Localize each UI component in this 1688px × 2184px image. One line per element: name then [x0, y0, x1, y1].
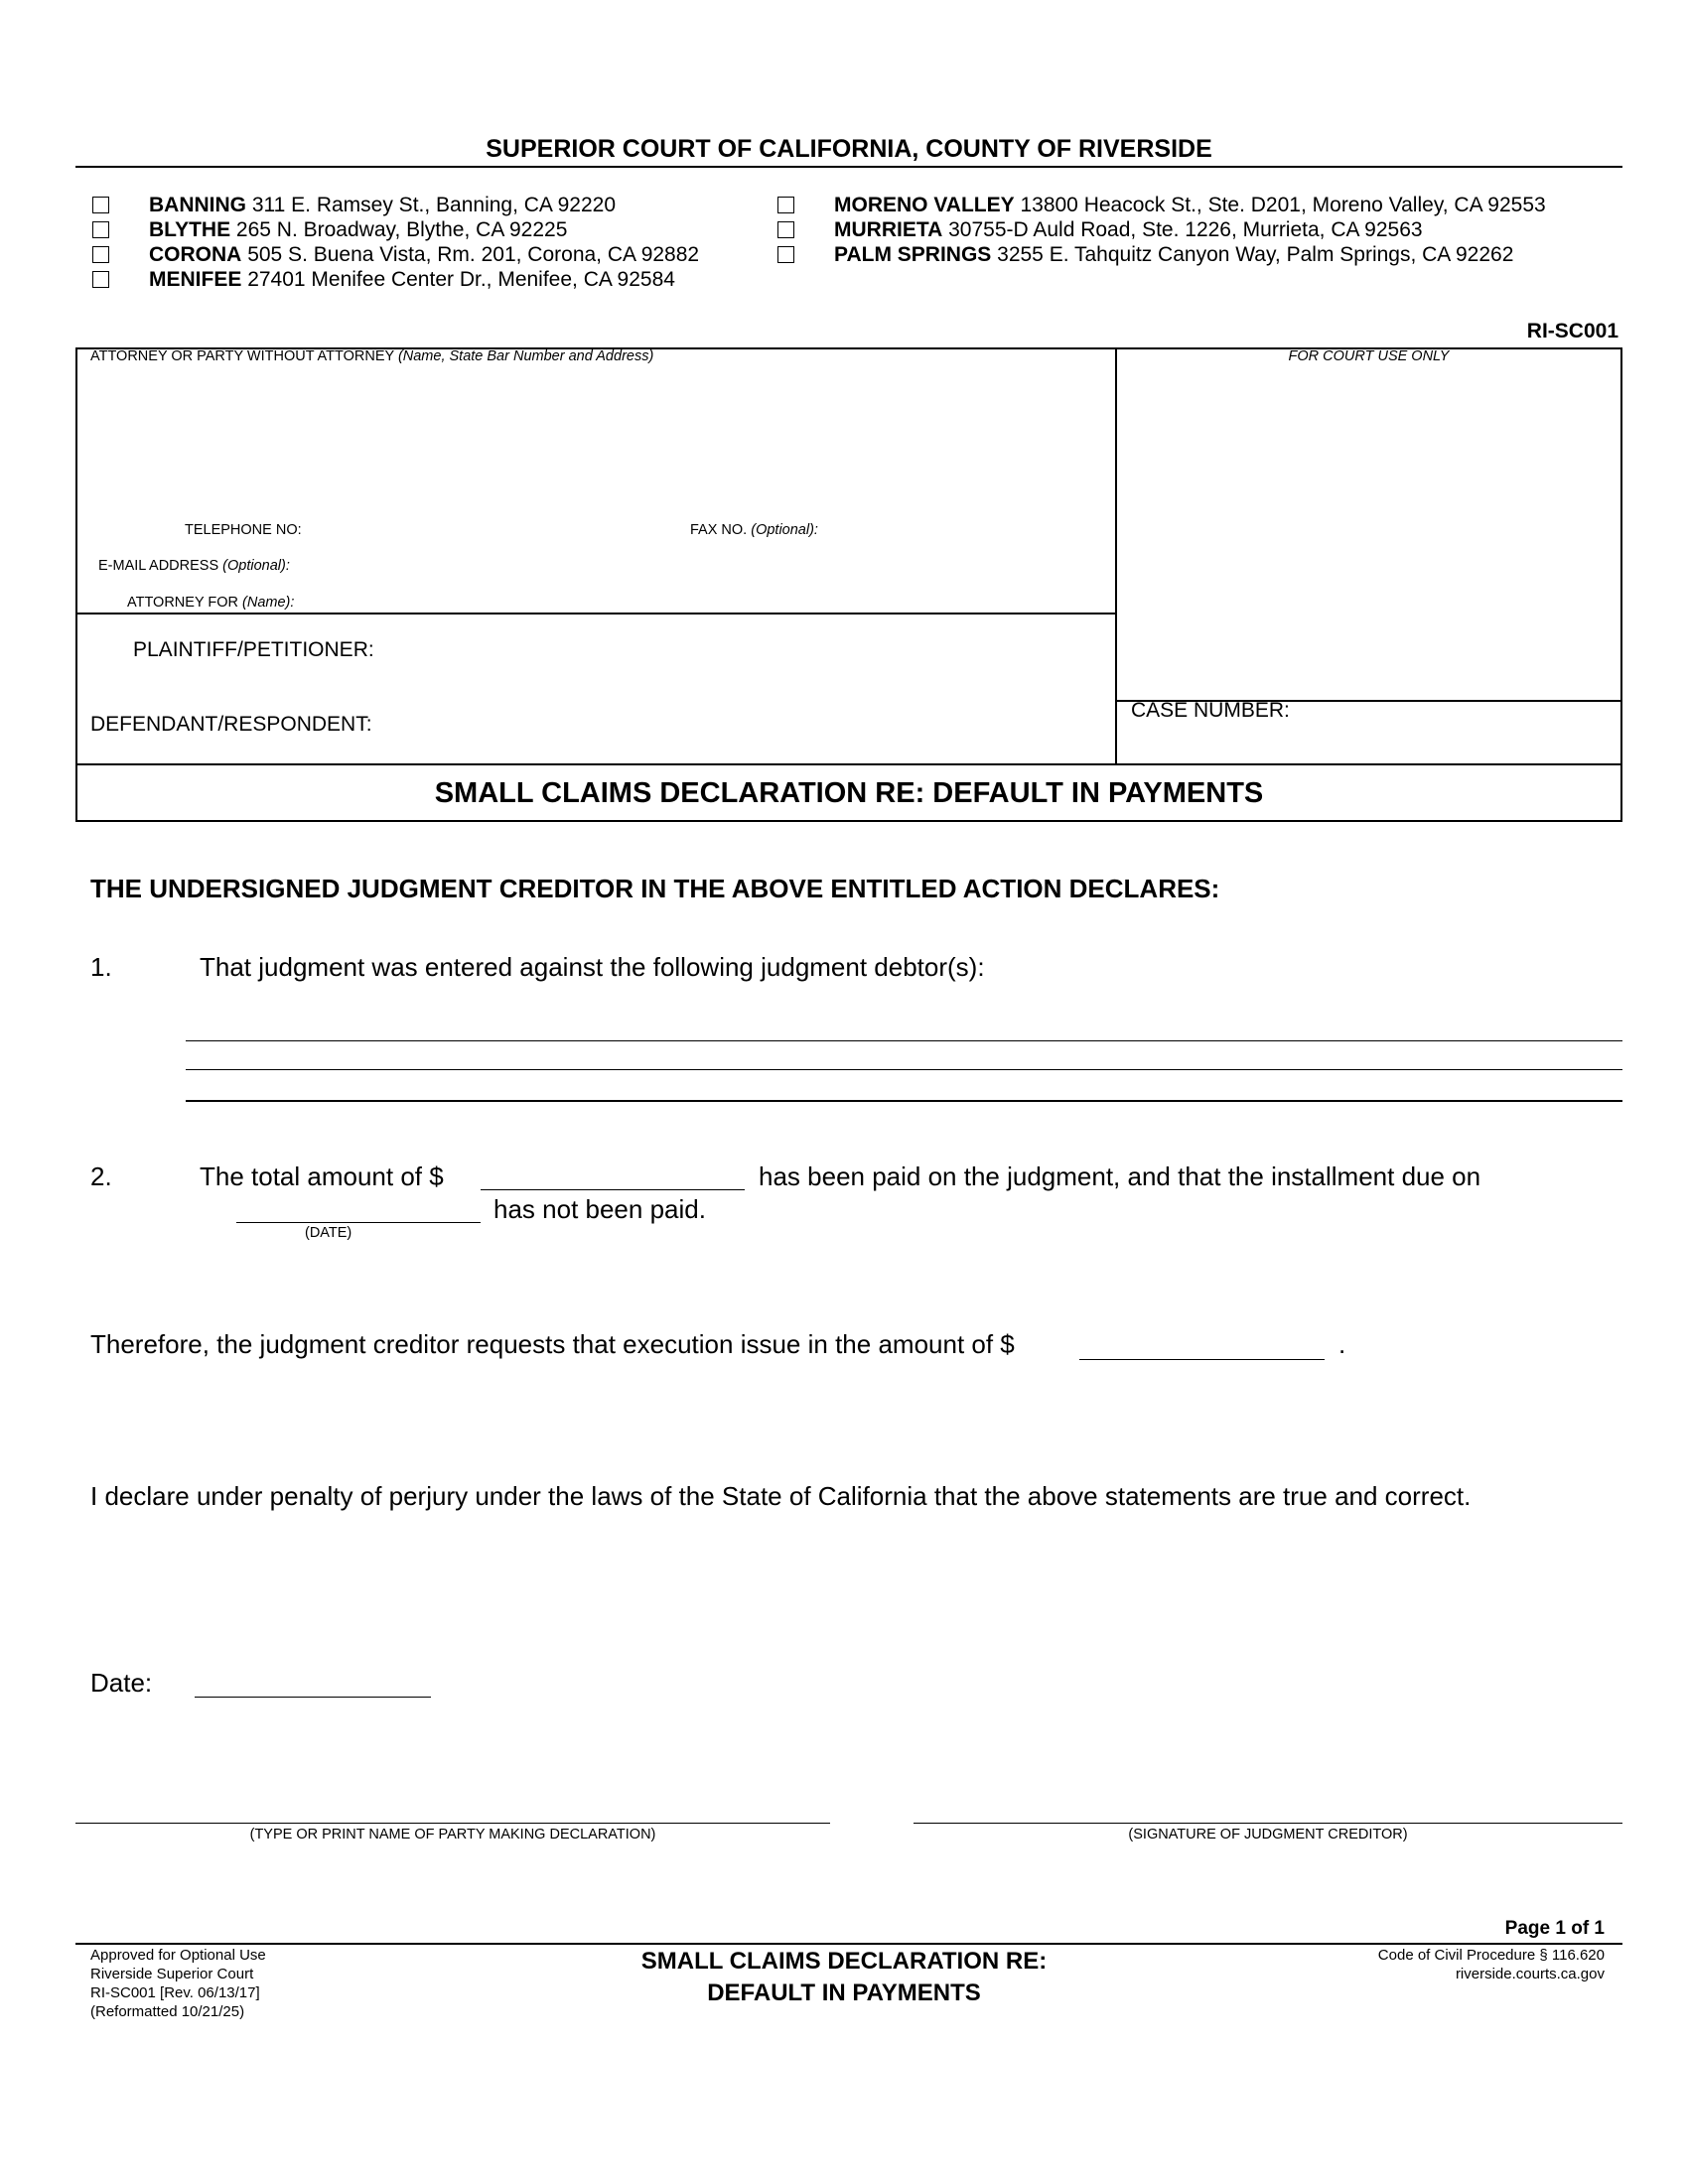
- debtor-line-1[interactable]: [186, 1040, 1622, 1041]
- date-field[interactable]: [195, 1697, 431, 1698]
- date-label: Date:: [90, 1668, 153, 1698]
- signature-caption: (SIGNATURE OF JUDGMENT CREDITOR): [1128, 1827, 1408, 1843]
- attorney-section-rule: [75, 613, 1116, 614]
- court-use-label: FOR COURT USE ONLY: [1288, 348, 1450, 364]
- debtor-line-2[interactable]: [186, 1069, 1622, 1070]
- installment-date-field[interactable]: [236, 1222, 481, 1223]
- location-palm-springs[interactable]: PALM SPRINGS 3255 E. Tahquitz Canyon Way, Palm Springs, CA 92262: [777, 242, 1513, 268]
- debtor-line-3[interactable]: [186, 1100, 1622, 1102]
- footer-rule: [75, 1943, 1622, 1945]
- checkbox-palm-springs[interactable]: [777, 246, 794, 263]
- location-corona[interactable]: CORONA 505 S. Buena Vista, Rm. 201, Corona, CA 92882: [92, 242, 699, 268]
- defendant-label: DEFENDANT/RESPONDENT:: [90, 713, 372, 736]
- footer-right: Code of Civil Procedure § 116.620 riverside.courts.ca.gov: [1377, 1947, 1605, 1982]
- plaintiff-label: PLAINTIFF/PETITIONER:: [133, 638, 374, 661]
- location-banning[interactable]: BANNING 311 E. Ramsey St., Banning, CA 92220: [92, 193, 616, 218]
- location-murrieta[interactable]: MURRIETA 30755-D Auld Road, Ste. 1226, Murrieta, CA 92563: [777, 217, 1423, 243]
- email-label: E-MAIL ADDRESS (Optional):: [98, 558, 290, 574]
- attorney-for-label: ATTORNEY FOR (Name):: [127, 595, 295, 611]
- therefore-text: Therefore, the judgment creditor requests that execution issue in the amount of $: [90, 1329, 1015, 1359]
- item1-number: 1.: [90, 952, 112, 982]
- amount-paid-field[interactable]: [481, 1189, 745, 1190]
- fax-label: FAX NO. (Optional):: [690, 522, 818, 538]
- item1-text: That judgment was entered against the following judgment debtor(s):: [200, 952, 985, 982]
- checkbox-menifee[interactable]: [92, 271, 109, 288]
- checkbox-corona[interactable]: [92, 246, 109, 263]
- checkbox-moreno-valley[interactable]: [777, 197, 794, 213]
- item2-number: 2.: [90, 1161, 112, 1191]
- date-caption: (DATE): [305, 1225, 352, 1241]
- form-id: RI-SC001: [1526, 320, 1618, 342]
- checkbox-banning[interactable]: [92, 197, 109, 213]
- location-menifee[interactable]: MENIFEE 27401 Menifee Center Dr., Menifee, CA 92584: [92, 267, 675, 293]
- telephone-label: TELEPHONE NO:: [185, 522, 302, 538]
- therefore-period: .: [1338, 1329, 1346, 1359]
- perjury-statement: I declare under penalty of perjury under the laws of the State of California that the above statements are true and correct.: [90, 1481, 1472, 1511]
- location-blythe[interactable]: BLYTHE 265 N. Broadway, Blythe, CA 92225: [92, 217, 567, 243]
- caption-box: [75, 347, 1622, 822]
- attorney-label: ATTORNEY OR PARTY WITHOUT ATTORNEY (Name, State Bar Number and Address): [90, 348, 654, 364]
- case-number-label: CASE NUMBER:: [1131, 699, 1290, 722]
- document-title: SMALL CLAIMS DECLARATION RE: DEFAULT IN PAYMENTS: [434, 777, 1264, 809]
- signature-line[interactable]: [914, 1823, 1622, 1824]
- checkbox-murrieta[interactable]: [777, 221, 794, 238]
- court-title: SUPERIOR COURT OF CALIFORNIA, COUNTY OF RIVERSIDE: [486, 135, 1212, 163]
- execution-amount-field[interactable]: [1079, 1359, 1325, 1360]
- checkbox-blythe[interactable]: [92, 221, 109, 238]
- name-line[interactable]: [75, 1823, 830, 1824]
- item2-text-a: The total amount of $: [200, 1161, 444, 1191]
- page-number: Page 1 of 1: [1504, 1918, 1605, 1939]
- footer-left: Approved for Optional Use Riverside Superior Court RI-SC001 [Rev. 06/13/17] (Reformatted 10/21/25): [90, 1947, 266, 2020]
- location-moreno-valley[interactable]: MORENO VALLEY 13800 Heacock St., Ste. D201, Moreno Valley, CA 92553: [777, 193, 1546, 218]
- name-caption: (TYPE OR PRINT NAME OF PARTY MAKING DECLARATION): [249, 1827, 656, 1843]
- item2-text-b: has been paid on the judgment, and that the installment due on: [759, 1161, 1481, 1191]
- header-rule: [75, 166, 1622, 168]
- caption-divider: [1115, 347, 1117, 764]
- declares-heading: THE UNDERSIGNED JUDGMENT CREDITOR IN THE ABOVE ENTITLED ACTION DECLARES:: [90, 874, 1220, 903]
- footer-title: SMALL CLAIMS DECLARATION RE: DEFAULT IN PAYMENTS: [640, 1948, 1048, 2006]
- item2-text-c: has not been paid.: [493, 1194, 706, 1224]
